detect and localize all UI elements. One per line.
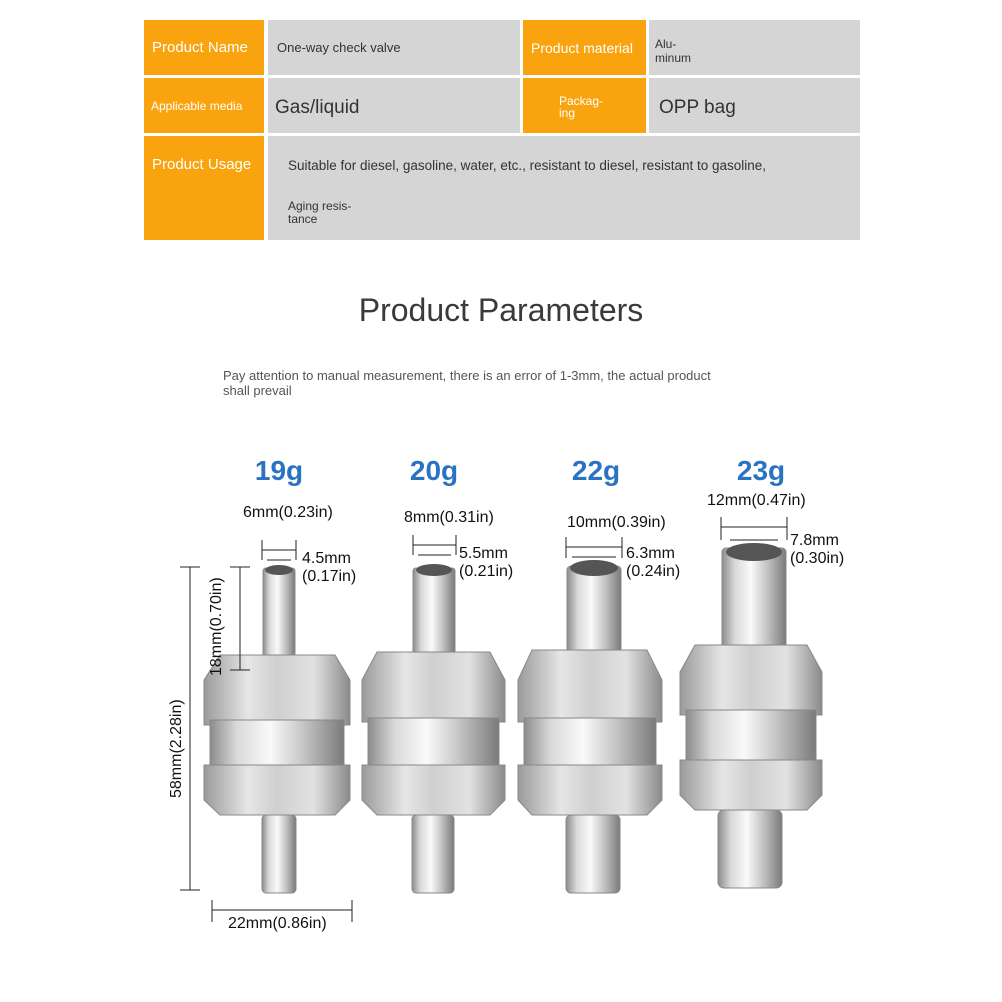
measurement-note-line2: shall prevail — [223, 383, 292, 398]
product-usage-text2-line1: Aging resis- — [288, 199, 352, 213]
valve-3-weight: 22g — [571, 455, 621, 486]
valve-1-inner-mm: 4.5mm — [302, 550, 351, 567]
packaging-label-line2: ing — [559, 106, 576, 120]
valve-4-inner-mm: 7.8mm — [790, 532, 839, 549]
product-material-label: Product material — [523, 20, 646, 75]
product-usage-text2-line2: tance — [288, 212, 318, 226]
packaging-label-line1: Packag- — [559, 94, 604, 108]
measurement-note-line1: Pay attention to manual measurement, there is an error of 1-3mm, the actual product — [223, 368, 711, 383]
body-width-label: 22mm(0.86in) — [228, 915, 327, 932]
valve-2-inner-in: (0.21in) — [459, 563, 514, 580]
valve-2-inner-diameter — [459, 545, 513, 581]
valve-3-inner-in: (0.24in) — [626, 563, 681, 580]
valve-22g-image — [518, 560, 662, 893]
section-title: Product Parameters — [358, 292, 644, 328]
product-material-value-line1: Alu- — [655, 37, 677, 51]
valve-4-weight: 23g — [736, 455, 786, 486]
valve-1-inner-in: (0.17in) — [302, 568, 357, 585]
product-name-value: One-way check valve — [268, 20, 520, 75]
product-name-label: Product Name — [144, 20, 264, 75]
valve-23g-image — [680, 543, 822, 888]
applicable-media-label: Applicable media — [144, 78, 264, 133]
valve-4-inner-in: (0.30in) — [790, 550, 845, 567]
valve-2-weight: 20g — [409, 455, 459, 486]
valve-2-inner-mm: 5.5mm — [459, 545, 508, 562]
valve-4-outer-diameter: 12mm(0.47in) — [707, 492, 806, 509]
product-usage-label: Product Usage — [144, 136, 264, 240]
product-usage-text: Suitable for diesel, gasoline, water, etc., resistant to diesel, resistant to gasoline, — [288, 158, 767, 173]
valve-3-inner-mm: 6.3mm — [626, 545, 675, 562]
barb-length-label: 18mm(0.70in) — [208, 577, 225, 676]
valve-2-outer-diameter: 8mm(0.31in) — [404, 509, 494, 526]
total-length-label: 58mm(2.28in) — [168, 699, 185, 798]
valve-3-outer-diameter: 10mm(0.39in) — [567, 514, 666, 531]
applicable-media-value: Gas/liquid — [268, 78, 520, 133]
valve-20g-image — [362, 564, 505, 893]
valve-1-weight: 19g — [254, 455, 304, 486]
valve-4-inner-diameter — [790, 532, 844, 568]
product-material-value-line2: minum — [655, 51, 692, 65]
valve-3-inner-diameter — [626, 545, 680, 581]
valve-1-inner-diameter — [302, 550, 356, 586]
packaging-value: OPP bag — [649, 78, 860, 133]
valve-1-outer-diameter: 6mm(0.23in) — [243, 504, 333, 521]
